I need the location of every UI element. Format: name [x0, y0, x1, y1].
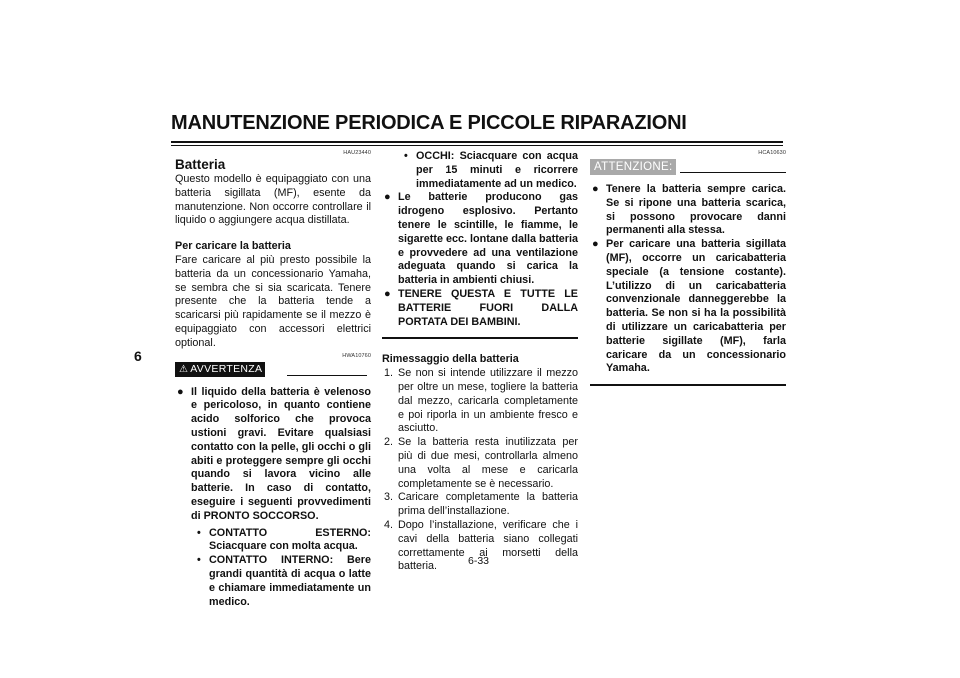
chapter-number: 6 — [134, 348, 142, 364]
warning-header — [175, 362, 371, 380]
list-item — [175, 527, 371, 555]
dot-icon: • — [197, 554, 201, 567]
step-number: 4. — [384, 518, 394, 531]
list-item — [382, 191, 578, 288]
battery-intro: Questo modello è equipaggiato con una batteria sigillata (MF), esente da manutenzione. Non occorre controllare il liquido o aggiungere acqua distillata. — [175, 173, 371, 227]
warning-rule — [287, 375, 367, 376]
warning-triangle-icon: ⚠ — [179, 363, 189, 375]
dot-icon: • — [404, 150, 408, 162]
warning-code: HWA10760 — [342, 352, 371, 359]
warning-end-rule — [382, 337, 578, 339]
first-aid-list — [175, 527, 371, 610]
warning-list-cont — [382, 191, 578, 329]
column-middle — [382, 150, 578, 574]
list-item — [175, 554, 371, 609]
children-warning: TENERE QUESTA E TUTTE LE BATTERIE FUORI DALLA PORTATA DEI BAMBINI. — [398, 287, 578, 328]
caution-badge: ATTENZIONE: — [590, 159, 676, 175]
warning-badge — [175, 362, 265, 377]
step-text: Se non si intende utilizzare il mezzo per oltre un mese, togliere la batteria dal mezzo, caricarla completamente e poi riporla in un ambiente fresco e asciutto. — [398, 367, 578, 435]
caution-charge: Tenere la batteria sempre carica. Se si ripone una batteria scarica, si possono provocare danni permanenti alla stessa. — [606, 183, 786, 237]
title-rule-bottom — [171, 145, 783, 146]
caution-rule — [680, 172, 786, 173]
storage-steps — [382, 367, 578, 574]
dot-icon: • — [197, 526, 201, 539]
list-item — [382, 367, 578, 436]
section-title: Batteria — [175, 157, 226, 172]
caution-header — [590, 159, 786, 177]
list-item — [175, 386, 371, 610]
first-aid-internal: CONTATTO INTERNO: Bere grandi quantità di acqua o latte e chiamare immediatamente un medico. — [209, 554, 371, 608]
step-text: Dopo l’installazione, verificare che i cavi della batteria siano collegati correttamente ai morsetti della batteria. — [398, 518, 578, 573]
list-item — [382, 150, 578, 191]
hydrogen-warning: Le batterie producono gas idrogeno esplosivo. Pertanto tenere le scintille, le fiamme, le sigarette ecc. lontane dalla batteria e provvedere ad una ventilazione adeguata quando si carica la batteria in ambienti chiusi. — [398, 191, 579, 287]
caution-list — [590, 183, 786, 376]
list-item — [382, 491, 578, 519]
caution-code: HCA10630 — [758, 150, 786, 156]
step-text: Caricare completamente la batteria prima dell’installazione. — [398, 491, 578, 518]
storage-heading: Rimessaggio della batteria — [382, 353, 519, 366]
warning-list — [175, 386, 371, 610]
bullet-icon: ● — [384, 287, 391, 300]
title-rule-top — [171, 141, 783, 143]
list-item — [382, 288, 578, 329]
page-number: 6-33 — [468, 555, 490, 567]
first-aid-external: CONTATTO ESTERNO: Sciacquare con molta acqua. — [209, 526, 371, 553]
warning-label: AVVERTENZA — [190, 362, 263, 375]
bullet-icon: ● — [177, 385, 184, 398]
warning-main-text: Il liquido della batteria è velenoso e pericoloso, in quanto contiene acido solforico che provoca ustioni gravi. Evitare qualsiasi contatto con la pelle, gli occhi o gli abiti e proteggere sempre gli occhi quando si lavora vicino alle batterie. In caso di contatto, eseguire i seguenti provvedimenti di PRONTO SOCCORSO. — [191, 385, 371, 522]
page-title: MANUTENZIONE PERIODICA E PICCOLE RIPARAZIONI — [171, 112, 687, 134]
column-left — [175, 150, 371, 609]
bullet-icon: ● — [384, 191, 391, 204]
caution-end-rule — [590, 384, 786, 386]
step-number: 3. — [384, 491, 394, 504]
caution-charger: Per caricare una batteria sigillata (MF), occorre un caricabatteria speciale (a tensione costante). L’utilizzo di un caricabatteria convenzionale danneggerebbe la batteria. Se non si ha la possibilità di utilizzare un caricabatteria per batterie sigillate (MF), farla caricare da un concessionario Yamaha. — [606, 238, 786, 375]
bullet-icon: ● — [592, 238, 599, 251]
list-item — [590, 238, 786, 376]
charge-text: Fare caricare al più presto possibile la batteria da un concessionario Yamaha, se sembra che si sia scaricata. Tenere presente che la batteria tende a scaricarsi più rapidamente se il mezzo è equipaggiato con accessori elettrici optional. — [175, 253, 371, 349]
column-right — [590, 150, 786, 386]
step-number: 2. — [384, 436, 394, 449]
step-number: 1. — [384, 367, 394, 380]
section-code: HAU23440 — [343, 150, 371, 156]
first-aid-eyes: OCCHI: Sciacquare con acqua per 15 minuti e ricorrere immediatamente ad un medico. — [416, 150, 578, 190]
first-aid-list-cont — [382, 150, 578, 191]
bullet-icon: ● — [592, 183, 599, 195]
list-item — [382, 436, 578, 491]
list-item — [590, 183, 786, 238]
step-text: Se la batteria resta inutilizzata per più di due mesi, controllarla almeno una volta al mese e caricarla completamente se è necessario. — [398, 436, 578, 490]
charge-heading: Per caricare la batteria — [175, 240, 291, 253]
